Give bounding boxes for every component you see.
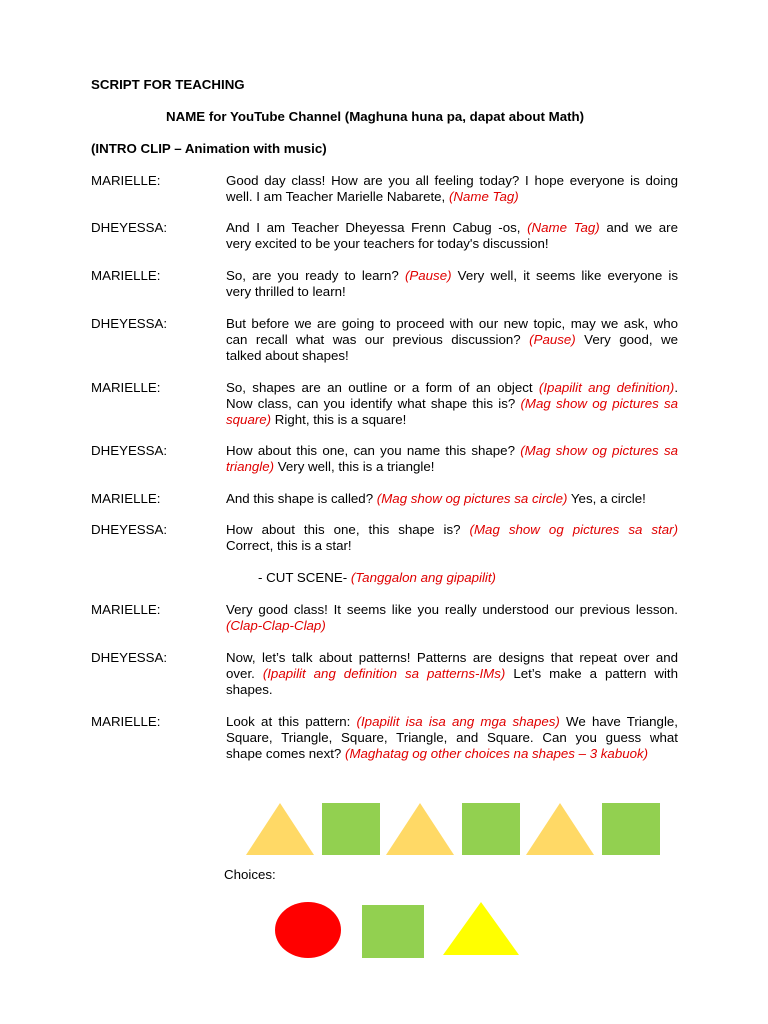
channel-name: NAME for YouTube Channel (Maghuna huna pa, dapat about Math) bbox=[166, 109, 585, 124]
dialogue-line bbox=[226, 459, 678, 475]
stage-direction: triangle) bbox=[226, 459, 275, 474]
spoken-text: shape comes next? bbox=[226, 746, 346, 761]
stage-direction: (Ipapilit ang definition sa patterns-IMs) bbox=[262, 666, 506, 681]
spoken-text: very thrilled to learn! bbox=[226, 284, 346, 299]
pattern-triangle-shape bbox=[526, 803, 594, 855]
pattern-square-shape bbox=[602, 803, 660, 855]
dialogue-line bbox=[226, 348, 678, 364]
dialogue-text bbox=[226, 380, 678, 428]
dialogue-text bbox=[226, 268, 678, 300]
dialogue-line bbox=[226, 666, 678, 682]
spoken-text: We have Triangle, bbox=[559, 714, 678, 729]
spoken-text: Right, this is a square! bbox=[271, 412, 407, 427]
stage-direction: (Pause) bbox=[529, 332, 576, 347]
stage-direction: (Mag show og pictures sa circle) bbox=[376, 491, 568, 506]
dialogue-text bbox=[226, 443, 678, 475]
dialogue-line bbox=[226, 730, 678, 746]
spoken-text: Very well, this is a triangle! bbox=[274, 459, 435, 474]
choices-row bbox=[268, 895, 528, 965]
dialogue-line bbox=[226, 618, 678, 634]
dialogue-text bbox=[226, 491, 678, 507]
stage-direction: (Mag show og pictures sa star) bbox=[469, 522, 678, 537]
stage-direction: (Mag show og pictures sa bbox=[520, 443, 678, 458]
choices-label: Choices: bbox=[224, 867, 276, 882]
dialogue-line bbox=[226, 714, 678, 730]
speaker-name: DHEYESSA: bbox=[91, 522, 168, 537]
dialogue-line bbox=[226, 522, 678, 538]
dialogue-text bbox=[226, 220, 678, 252]
spoken-text: can recall what was our previous discussion? bbox=[226, 332, 530, 347]
dialogue-line bbox=[226, 380, 678, 396]
dialogue-line bbox=[226, 491, 678, 507]
dialogue-line bbox=[226, 316, 678, 332]
spoken-text: Very good, we bbox=[575, 332, 678, 347]
dialogue-text bbox=[226, 316, 678, 364]
spoken-text: and we are bbox=[599, 220, 678, 235]
spoken-text: Let’s make a pattern with bbox=[505, 666, 678, 681]
spoken-text: Very good class! It seems like you really understood our previous lesson. bbox=[226, 602, 678, 617]
spoken-text: Square, Triangle, Square, Triangle, and Square. Can you guess what bbox=[226, 730, 678, 745]
cut-scene bbox=[258, 570, 496, 586]
spoken-text: And I am Teacher Dheyessa Frenn Cabug -os, bbox=[226, 220, 528, 235]
stage-direction: (Name Tag) bbox=[448, 189, 519, 204]
spoken-text: very excited to be your teachers for today's discussion! bbox=[226, 236, 549, 251]
spoken-text: And this shape is called? bbox=[226, 491, 377, 506]
spoken-text: So, shapes are an outline or a form of an object bbox=[226, 380, 539, 395]
spoken-text: . bbox=[674, 380, 679, 395]
spoken-text: Good day class! How are you all feeling today? I hope everyone is doing bbox=[226, 173, 678, 188]
cut-scene-label: - CUT SCENE- bbox=[258, 570, 351, 585]
spoken-text: talked about shapes! bbox=[226, 348, 349, 363]
dialogue-line bbox=[226, 284, 678, 300]
spoken-text: But before we are going to proceed with our new topic, may we ask, who bbox=[226, 316, 678, 331]
dialogue-line bbox=[226, 538, 678, 554]
dialogue-line bbox=[226, 220, 678, 236]
speaker-name: DHEYESSA: bbox=[91, 316, 168, 331]
dialogue-line bbox=[226, 602, 678, 618]
dialogue-text bbox=[226, 602, 678, 634]
choice-square-shape bbox=[362, 905, 424, 958]
dialogue-line bbox=[226, 396, 678, 412]
stage-direction: (Ipapilit isa isa ang mga shapes) bbox=[356, 714, 560, 729]
spoken-text: Now class, can you identify what shape this is? bbox=[226, 396, 521, 411]
document-title: SCRIPT FOR TEACHING bbox=[91, 77, 245, 92]
pattern-square-shape bbox=[462, 803, 520, 855]
speaker-name: MARIELLE: bbox=[91, 380, 161, 395]
cut-scene-note: (Tanggalon ang gipapilit) bbox=[350, 570, 496, 585]
intro-clip: (INTRO CLIP – Animation with music) bbox=[91, 141, 327, 156]
dialogue-line bbox=[226, 746, 678, 762]
spoken-text: Yes, a circle! bbox=[567, 491, 646, 506]
stage-direction: (Mag show og pictures sa bbox=[520, 396, 678, 411]
choice-triangle-shape bbox=[443, 902, 519, 955]
dialogue-line bbox=[226, 332, 678, 348]
spoken-text: How about this one, this shape is? bbox=[226, 522, 470, 537]
dialogue-line bbox=[226, 268, 678, 284]
stage-direction: (Ipapilit ang definition) bbox=[538, 380, 675, 395]
pattern-triangle-shape bbox=[246, 803, 314, 855]
pattern-triangle-shape bbox=[386, 803, 454, 855]
spoken-text: So, are you ready to learn? bbox=[226, 268, 405, 283]
spoken-text: Look at this pattern: bbox=[226, 714, 357, 729]
stage-direction: square) bbox=[226, 412, 272, 427]
dialogue-text bbox=[226, 714, 678, 762]
dialogue-line bbox=[226, 189, 678, 205]
spoken-text: Very well, it seems like everyone is bbox=[451, 268, 678, 283]
dialogue-line bbox=[226, 236, 678, 252]
spoken-text: well. I am Teacher Marielle Nabarete, bbox=[226, 189, 449, 204]
spoken-text: Correct, this is a star! bbox=[226, 538, 352, 553]
speaker-name: MARIELLE: bbox=[91, 602, 161, 617]
dialogue-line bbox=[226, 682, 678, 698]
dialogue-line bbox=[226, 412, 678, 428]
speaker-name: DHEYESSA: bbox=[91, 650, 168, 665]
dialogue-line bbox=[226, 173, 678, 189]
speaker-name: DHEYESSA: bbox=[91, 220, 168, 235]
choice-circle-shape bbox=[275, 902, 341, 958]
dialogue-line bbox=[226, 650, 678, 666]
stage-direction: (Clap-Clap-Clap) bbox=[226, 618, 326, 633]
spoken-text: over. bbox=[226, 666, 263, 681]
speaker-name: MARIELLE: bbox=[91, 268, 161, 283]
speaker-name: DHEYESSA: bbox=[91, 443, 168, 458]
stage-direction: (Name Tag) bbox=[527, 220, 600, 235]
speaker-name: MARIELLE: bbox=[91, 173, 161, 188]
speaker-name: MARIELLE: bbox=[91, 491, 161, 506]
spoken-text: Now, let’s talk about patterns! Patterns are designs that repeat over and bbox=[226, 650, 678, 665]
spoken-text: shapes. bbox=[226, 682, 273, 697]
spoken-text: How about this one, can you name this shape? bbox=[226, 443, 521, 458]
dialogue-line bbox=[226, 443, 678, 459]
stage-direction: (Pause) bbox=[404, 268, 452, 283]
dialogue-text bbox=[226, 173, 678, 205]
dialogue-text bbox=[226, 650, 678, 698]
speaker-name: MARIELLE: bbox=[91, 714, 161, 729]
dialogue-text bbox=[226, 522, 678, 554]
pattern-row bbox=[240, 795, 670, 865]
pattern-square-shape bbox=[322, 803, 380, 855]
stage-direction: (Maghatag og other choices na shapes – 3 kabuok) bbox=[345, 746, 649, 761]
